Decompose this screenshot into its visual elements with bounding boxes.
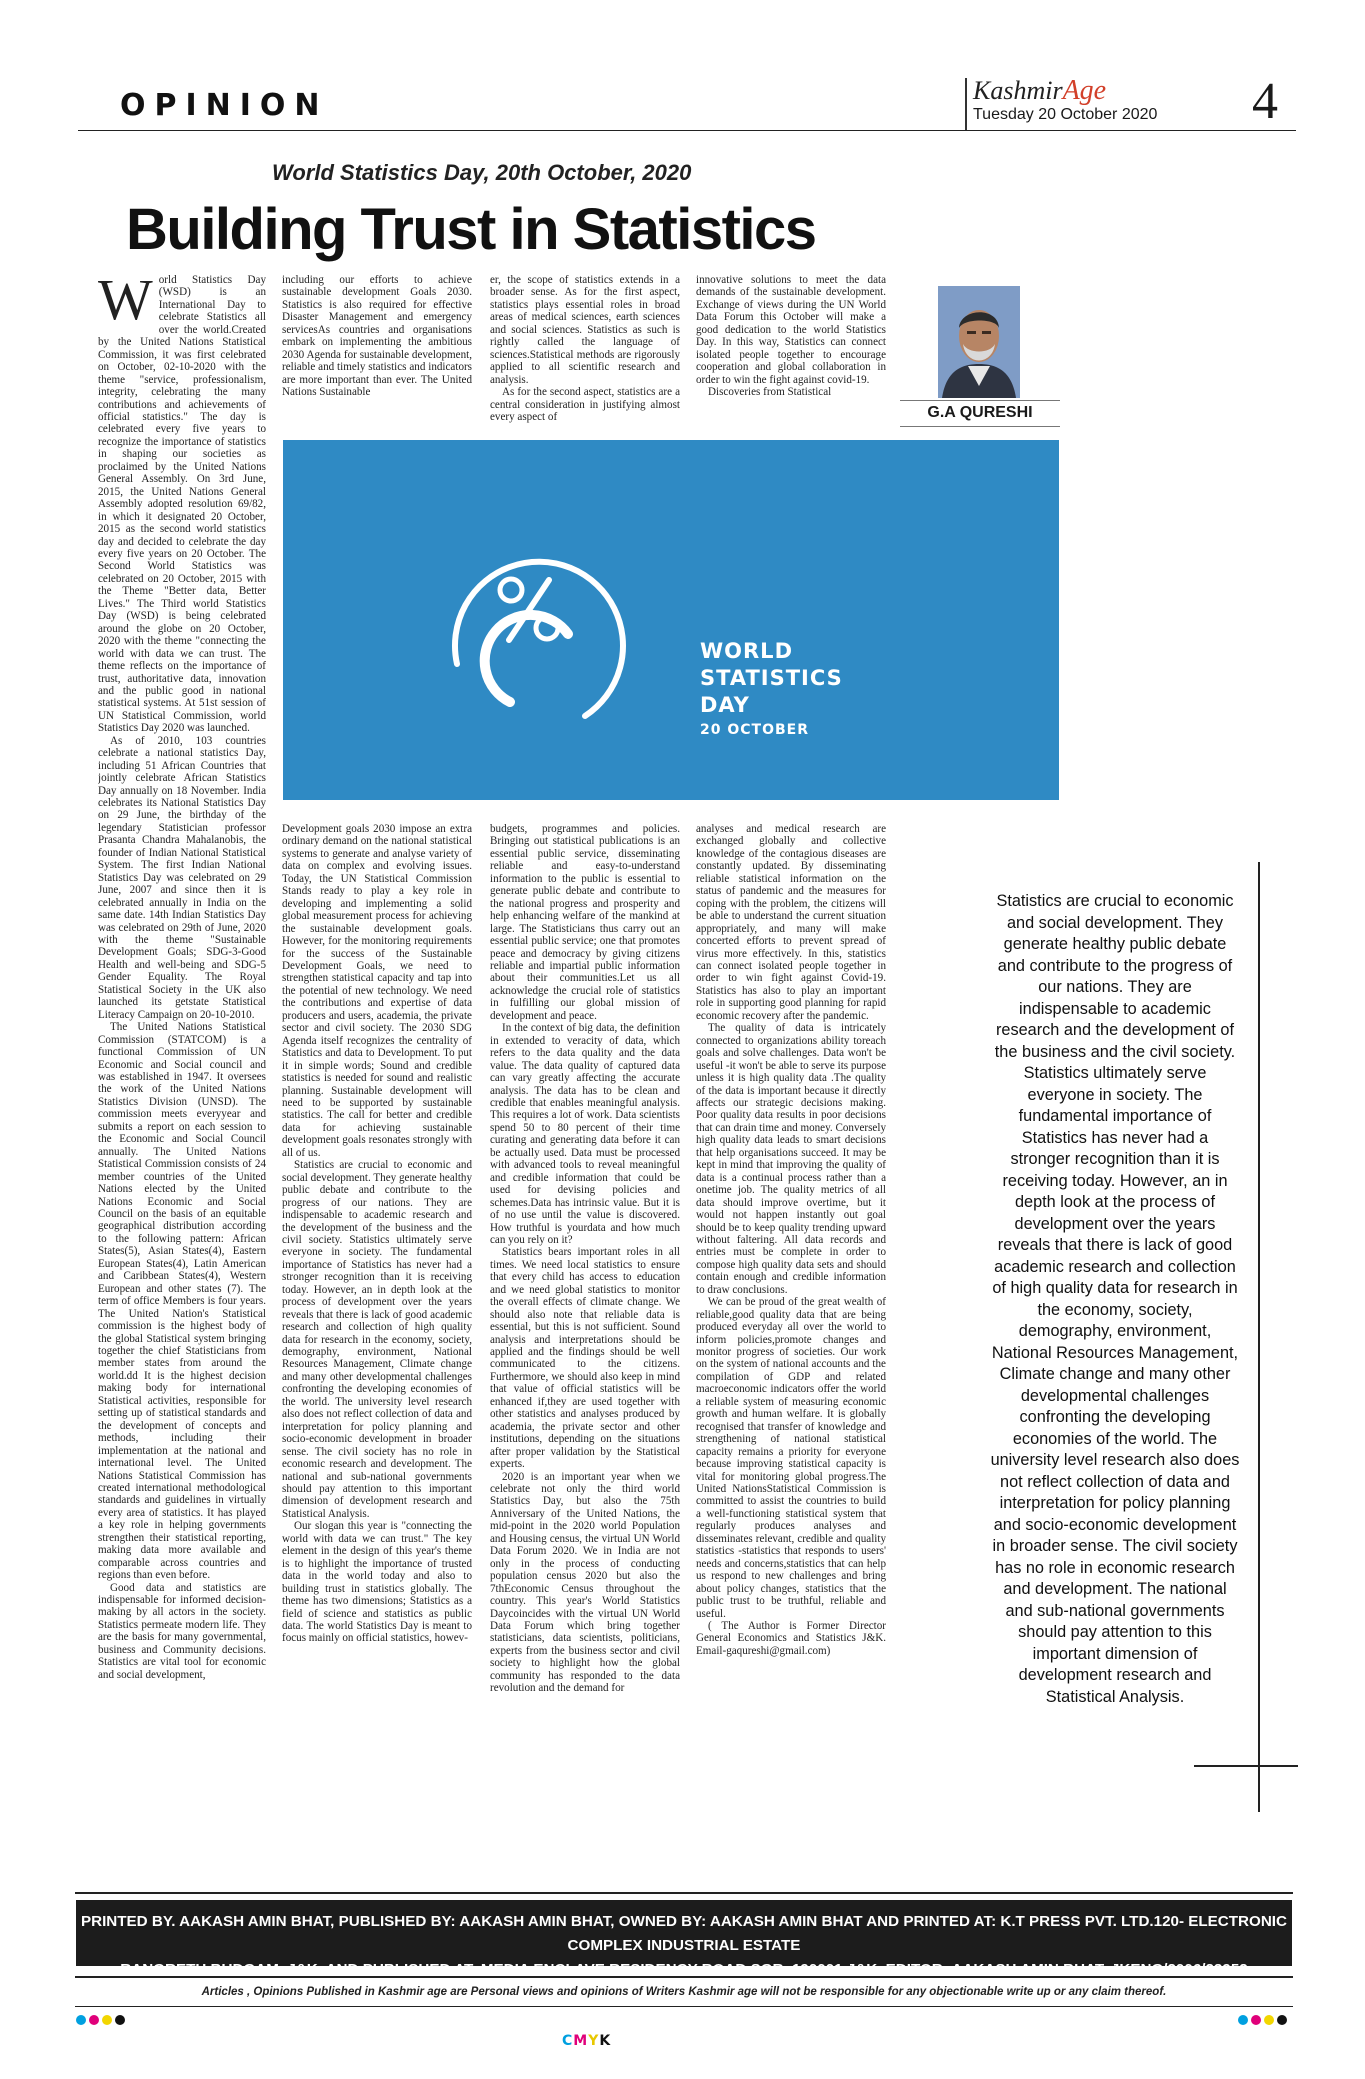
paragraph: In the context of big data, the definition in extended to veracity of data, which refers to the data quality and the data value. The data quality of captured data can vary greatly affecting the accurate analysis. The data has to be clean and credible that enables meaningful analysis. This requires a lot of work. Data scientists spend 50 to 80 percent of their time curating and generating data before it can be actually used. Data must be processed with advanced tools to reveal meaningful and credible information that could be used for devising policies and schemes.Data has intrinsic value. But it is of no use until the value is discovered. How truthful is yourdata and how much can you rely on it?	[490, 1022, 680, 1246]
paragraph: analyses and medical research are exchanged globally and collective knowledge of the contagious diseases are constantly updated. By disseminating reliable statistical information on the status of pandemic and the measures for coping with the problem, the citizens will be able to understand the current situation appropriately, and many will make concerted efforts to prevent spread of virus more effectively. In this, statistics can connect isolated people together in order to win fight against Covid-19. Statistics has also to play an important role in supporting good planning for rapid economic recovery after the pandemic.	[696, 823, 886, 1022]
article-column-4-bottom	[696, 823, 886, 1855]
cmyk-c: C	[562, 2033, 574, 2049]
masthead-logo	[973, 75, 1203, 106]
article-kicker: World Statistics Day, 20th October, 2020	[272, 160, 692, 185]
paragraph: 2020 is an important year when we celebrate not only the third world Statistics Day, but also the 75th Anniversary of the United Nations, the mid-point in the 2020 world Population and Housing census, the virtual UN World Data Forum 2020. We in India are not only in the process of conducting population census 2020 but also the 7thEconomic Census throughout the country. This year's World Statistics Daycoincides with the virtual UN World Data Forum which bring together statisticians, data scientists, politicians, experts from the business sector and civil society to highlight how the global community has responded to the data revolution and the demand for	[490, 1470, 680, 1695]
paragraph: As of 2010, 103 countries celebrate a national statistics Day, including 51 African Countries that jointly celebrate African Statistics Day annually on 18 November. India celebrates its National Statistics Day on 29 June, the birthday of the legendary Statistician professor Prasanta Chandra Mahalanobis, the founder of Indian National Statistical System. The first Indian National Statistics Day was celebrated on 29 June, 2007 and since then it is celebrated annually in India on the same date. 14th Indian Statistics Day was celebrated on 29th of June, 2020 with the theme "Sustainable Development Goals; SDG-3-Good Health and well-being and SDG-5 Gender Equality. The Royal Statistical Society in the UK also launched its getstate Statistical Literacy Campaign on 20-10-2010.	[98, 734, 266, 1021]
article-column-4-top	[696, 274, 886, 430]
hero-title-line: STATISTICS	[700, 666, 843, 690]
cmyk-y: Y	[588, 2033, 600, 2049]
pull-quote: Statistics are crucial to economic and social development. They generate healthy public debate and contribute to the progress of our nations. They are indispensable to academic research and the development of the business and the civil society. Statistics ultimately serve everyone in society. The fundamental importance of Statistics has never had a stronger recognition than it is receiving today. However, an in depth look at the process of development over the years reveals that there is lack of good academic research and collection of high quality data for research in the economy, society, demography, environment, National Resources Management, Climate change and many other developmental challenges confronting the developing economies of the world. The university level research also does not reflect collection of data and interpretation for policy planning and socio-economic development in broader sense. The civil society has no role in economic research and development. The national and sub-national governments should pay attention to this important dimension of development research and Statistical Analysis.	[990, 892, 1240, 1706]
issue-date: Tuesday 20 October 2020	[973, 106, 1158, 123]
cyan-dot-icon	[1238, 2015, 1248, 2025]
paragraph: We can be proud of the great wealth of reliable,good quality data that are being produced everyday all over the world to inform policies,promote changes and monitor progress of societies. Our work on the system of national accounts and the compilation of GDP and related macroeconomic indicators offer the world a reliable system of measuring economic growth and human welfare. It is globally recognised that transfer of knowledge and strengthening of national statistical capacity remains a priority for everyone because improving statistical capacity is vital for monitoring global progress.The United NationsStatistical Commission is committed to assist the countries to build a well-functioning statistical system that regularly produces analyses and disseminates relevant, credible and quality statistics -statistics that responds to users' needs and concerns,statistics that can help us respond to new challenges and bring about policy changes, statistics that the public trust to be truthful, reliable and useful.	[696, 1296, 886, 1620]
paragraph: Discoveries from Statistical	[708, 386, 832, 399]
paragraph: Our slogan this year is "connecting the world with data we can trust." The key element in the design of this year's theme is to highlight the importance of trusted data in the world today and also to building trust in statistics globally. The theme has two dimensions; Statistics as a field of science and statistics as public data. The world Statistics Day is meant to focus mainly on official statistics, howev-	[282, 1520, 472, 1645]
author-byline: G.A QURESHI	[927, 404, 1033, 421]
hero-date: 20 OCTOBER	[700, 722, 809, 738]
footer-divider	[75, 1892, 1293, 1894]
registration-marks-right	[1238, 2012, 1290, 2024]
cmyk-marker	[562, 2033, 611, 2049]
paragraph: orld Statistics Day (WSD) is an International Day to celebrate Statistics all over the world.Created by the United Nations Statistical Commission, it was first celebrated on October, 02-10-2020 with the theme "service, professionalism, integrity, celebrating the many contributions and achievements of official statistics." The day is celebrated every five years to recognize the importance of statistics in shaping our societies as proclaimed by the United Nations General Assembly. On 3rd June, 2015, the United Nations General Assembly adopted resolution 69/82, in which it designated 20 October, 2015 as the second world statistics day and decided to celebrate the day every five years on 20 October. The Second World Statistics was celebrated on 20 October, 2015 with the Theme "Better data, Better Lives." The Third world Statistics Day (WSD) is being celebrated around the globe on 20 October, 2020 with the theme "connecting the world with data we can trust. The theme reflects on the importance of trust, authoritative data, innovation and the public good in national statistical systems. At 51st session of UN Statistical Commission, world Statistics Day 2020 was launched.	[98, 274, 266, 735]
paragraph: innovative solutions to meet the data demands of the sustainable development. Exchange of views during the UN World Data Forum this October will make a good dedication to the world Statistics Day. In this way, Statistics can connect isolated people together to encourage cooperation and global collaboration in order to win the fight against covid-19.	[696, 274, 886, 386]
cmyk-m: M	[573, 2033, 589, 2049]
article-column-3-top	[490, 274, 680, 430]
paragraph: The United Nations Statistical Commission (STATCOM) is a functional Commission of UN Economic and Social council and was established in 1947. It oversees the work of the United Nations Statistics Division (UNSD). The commission meets everyyear and submits a report on each session to the Economic and Social Council annually. The United Nations Statistical Commission consists of 24 member countries of the United Nations elected by the United Nations Economic and Social Council on the basis of an equitable geographical distribution according to the following pattern: African States(5), Asian States(4), Eastern European States(4), Latin American and Caribbean States(4), Western European and other states (7). The term of office Members is four years. The United Nation's Statistical commission is the highest body of the global Statistical system bringing together the chief Statisticians from member states from around the world.dd It is the highest decision making body for international Statistical activities, responsible for setting up of statistical standards and the development of concepts and methods, including their implementation at the national and international level. The United Nations Statistical Commission has created international methodological standards and guidelines in virtually every area of statistics. It has played a key role in helping governments strengthen their statistical reporting, making data more available and comparable across countries and regions than even before.	[98, 1021, 266, 1582]
paragraph: Development goals 2030 impose an extra ordinary demand on the national statistical systems to generate and analyse variety of data on complex and evolving issues. Today, the UN Statistical Commission Stands ready to play a key role in developing and implementing a solid global measurement process for achieving the sustainable development goals. However, for the monitoring requirements for the success of the Sustainable Development Goals, we need to strengthen statistical capacity and tap into the potential of new technology. We need the contributions and expertise of data producers and users, academia, the private sector and civil society. The 2030 SDG Agenda itself recognizes the centrality of Statistics and data to Development. To put it in simple words; Sound and credible statistics is needed for sound and realistic planning. Sustainable development will need to be supported by sustainable statistics. The call for better and credible data for achieving sustainable development goals resonates strongly with all of us.	[282, 823, 472, 1159]
drop-cap: W	[98, 274, 153, 332]
pull-quote-rule-vertical	[1258, 862, 1260, 1812]
author-note: ( The Author is Former Director General Economics and Statistics J&K. Email-gaqureshi@gmail.com)	[696, 1620, 886, 1657]
hero-banner	[283, 440, 1059, 800]
masthead-name-part2: Age	[1062, 75, 1107, 106]
print-line-2: RANGRETH BUDGAM, J&K. AND PUBLISHED AT: MEDIA ENCLAVE RESIDENCY ROAD SGR. 190001 J&K. EDITOR: AAKASH AMIN BHAT, JKENG/2006/23952	[120, 1961, 1248, 1978]
paragraph: er, the scope of statistics extends in a broader sense. As for the first aspect, statistics plays essential roles in broad areas of medical sciences, earth sciences and social sciences. Statistics as such is rightly called the language of sciences.Statistical methods are rigorously applied to all scientific research and analysis.	[490, 274, 680, 386]
cmyk-k: K	[599, 2033, 612, 2049]
section-label: OPINION	[120, 88, 329, 123]
hero-title-line: DAY	[700, 693, 750, 717]
article-headline: Building Trust in Statistics	[126, 197, 816, 262]
black-dot-icon	[115, 2015, 125, 2025]
print-line-1: PRINTED BY. AAKASH AMIN BHAT, PUBLISHED BY: AAKASH AMIN BHAT, OWNED BY: AAKASH AMIN BHAT AND PRINTED AT: K.T PRESS PVT. LTD.120- ELECTRONIC COMPLEX INDUSTRIAL ESTATE	[80, 1913, 1287, 1954]
cyan-dot-icon	[76, 2015, 86, 2025]
hero-title	[700, 638, 843, 719]
masthead	[965, 75, 1203, 130]
magenta-dot-icon	[1251, 2015, 1261, 2025]
author-divider-bottom	[900, 426, 1060, 427]
paragraph: including our efforts to achieve sustainable development Goals 2030. Statistics is also required for effective Disaster Management and emergency servicesAs countries and organisations embark on implementing the ambitious 2030 Agenda for sustainable development, reliable and timely statistics and indicators are more important than ever. The United Nations Sustainable	[282, 274, 472, 399]
black-dot-icon	[1277, 2015, 1287, 2025]
paragraph: Statistics are crucial to economic and social development. They generate healthy public debate and contribute to the progress of our nations. They are indispensable to academic research and the development of the business and the civil society. Statistics ultimately serve everyone in society. The fundamental importance of Statistics has never had a stronger recognition than it is receiving today. However, an in depth look at the process of development over the years reveals that there is lack of good academic research and collection of high quality data for research in the economy, society, demography, environment, National Resources Management, Climate change and many other developmental challenges confronting the developing economies of the world. The university level research also does not reflect collection of data and interpretation for policy planning and socio-economic development in broader sense. The civil society has no role in economic research and development. The national and sub-national governments should pay attention to this important dimension of development research and Statistical Analysis.	[282, 1159, 472, 1520]
paragraph: budgets, programmes and policies. Bringing out statistical publications is an essential public service, disseminating reliable and easy-to-understand information to the public is essential to generate public debate and contribute to the national progress and prosperity and help enhancing welfare of the mankind at large. The Statisticians thus carry out an essential public service; one that promotes peace and democracy by giving citizens reliable and impartial public information about their communities.Let us all acknowledge the crucial role of statistics in fulfilling our global mission of development and peace.	[490, 823, 680, 1022]
masthead-name-part1: Kashmir	[973, 76, 1063, 105]
yellow-dot-icon	[102, 2015, 112, 2025]
article-column-3-bottom	[490, 823, 680, 1855]
author-divider-top	[900, 400, 1060, 401]
magenta-dot-icon	[89, 2015, 99, 2025]
article-column-2-bottom	[282, 823, 472, 1855]
article-column-1	[98, 274, 266, 1856]
article-column-2-top	[282, 274, 472, 430]
paragraph: As for the second aspect, statistics are a central consideration in justifying almost every aspect of	[490, 386, 680, 423]
registration-marks-left	[76, 2012, 128, 2024]
paragraph: Statistics bears important roles in all times. We need local statistics to ensure that every child has access to education and we need global statistics to monitor the overall effects of climate change. We should also note that reliable data is essential, but this is not sufficient. Sound analysis and interpretations should be applied and the findings should be well communicated to the citizens. Furthermore, we should also keep in mind that value of official statistics will be enhanced if,they are used together with other statistics and analyses produced by academia, the private sector and other institutions, depending on the situations after proper validation by the Statistical experts.	[490, 1246, 680, 1471]
hero-title-line: WORLD	[700, 639, 793, 663]
yellow-dot-icon	[1264, 2015, 1274, 2025]
author-photo	[938, 286, 1020, 398]
print-line	[76, 1900, 1292, 1978]
page-number: 4	[1252, 73, 1278, 130]
disclaimer: Articles , Opinions Published in Kashmir age are Personal views and opinions of Writers Kashmir age will not be responsible for any objectionable write up or any claim thereof.	[201, 1986, 1167, 1998]
header-divider	[78, 130, 1296, 131]
footer-divider	[75, 1976, 1293, 1978]
paragraph: The quality of data is intricately connected to organizations ability toreach goals and solve challenges. Data won't be useful -it won't be able to serve its purpose unless it is high quality data .The quality of the data is important because it directly affects our strategic decisions making. Poor quality data results in poor decisions that can drain time and money. Conversely high quality data leads to smart decisions that help organisations succeed. It may be kept in mind that improving the quality of data is a continual process rather than a onetime job. The quality metrics of all data should improve overtime, but it would not happen instantly out goal should be to keep quality trending upward without faltering. All data records and entries must be complete in order to compose high quality data sets and should contain enough and credible information to draw conclusions.	[696, 1022, 886, 1296]
percent-circle-icon	[283, 440, 1059, 800]
author-portrait-icon	[938, 286, 1020, 398]
pull-quote-rule-horizontal	[1194, 1765, 1298, 1767]
paragraph: Good data and statistics are indispensable for informed decision-making by all actors in the society. Statistics permeate modern life. They are the basis for many governmental, business and Community decisions. Statistics are vital tool for economic and social development,	[98, 1581, 266, 1681]
footer-divider	[75, 2006, 1293, 2007]
